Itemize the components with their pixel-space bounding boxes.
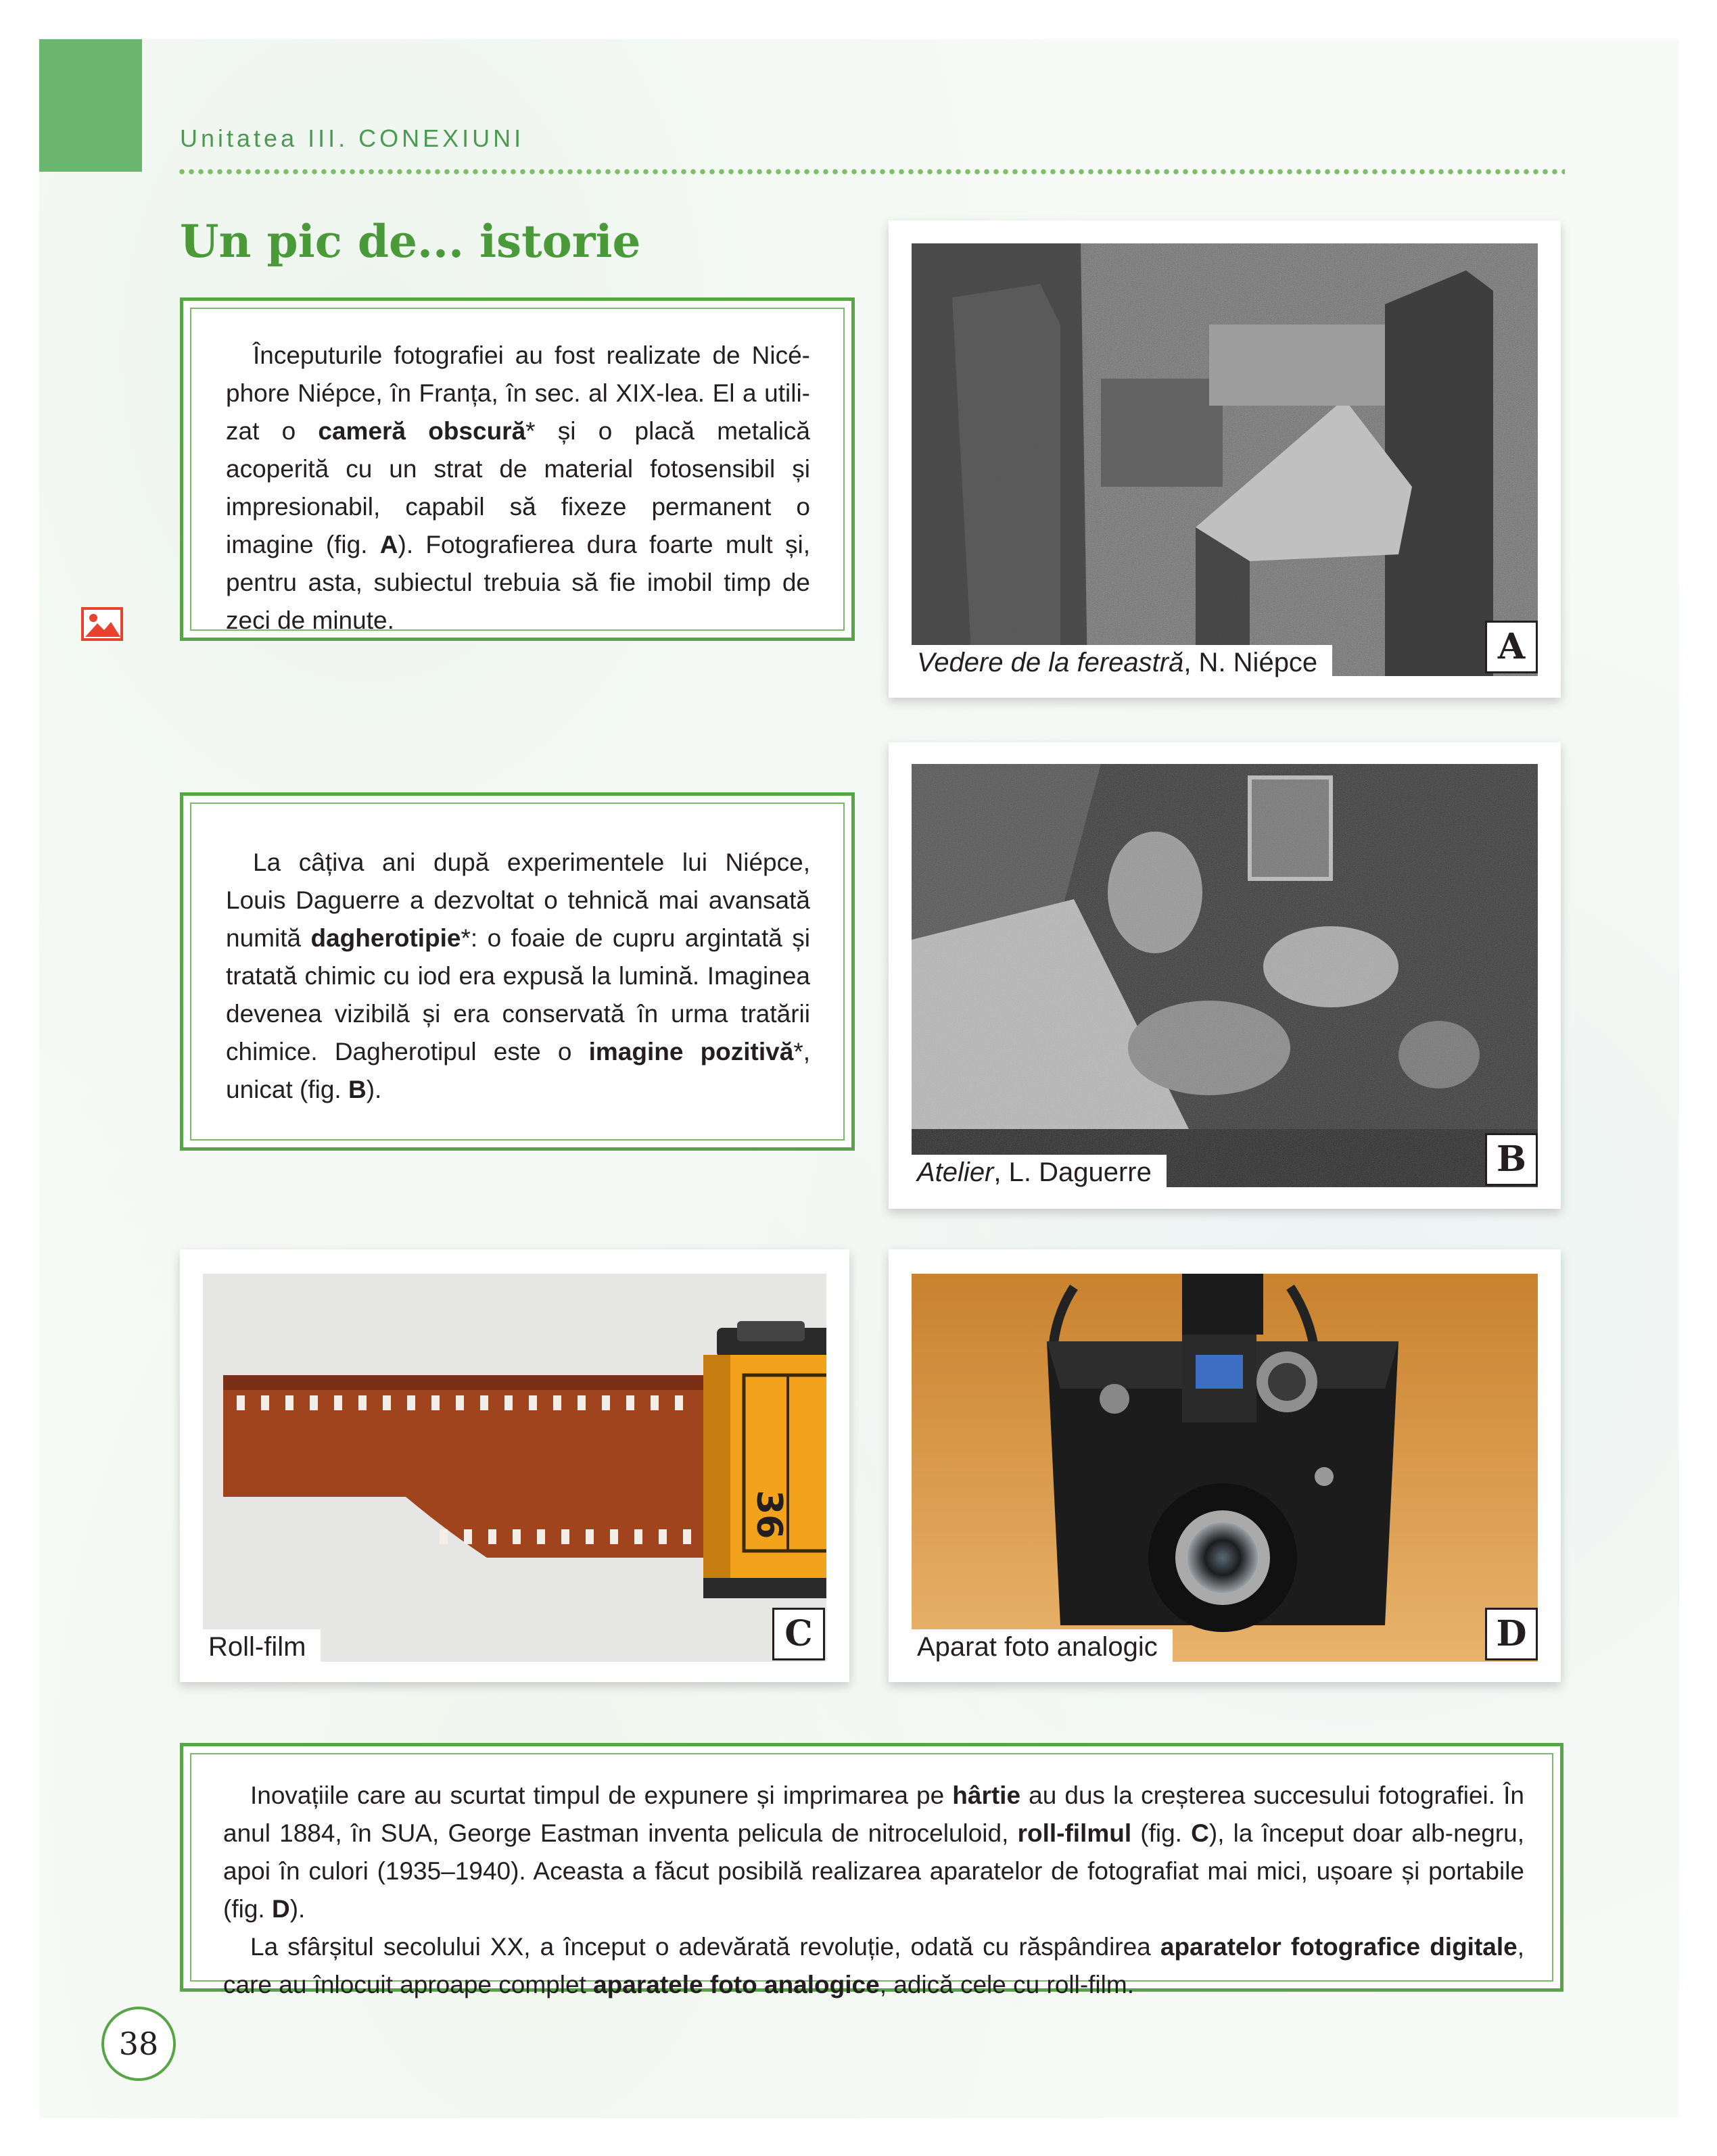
unit-header: Unitatea III. CONEXIUNI [180, 124, 525, 152]
image-icon [81, 607, 123, 641]
figure-a-label: A [1485, 621, 1538, 673]
text-box-3-paragraph-1: Inovațiile care au scurtat timpul de expunere și imprimarea pe hârtie au dus la creșterea succesului fotografiei. În anul 1884, în SUA, George Eastman inventa pelicula de nitroceluloid, roll-filmul (fig. C), la început doar alb-negru, apoi în culori (1935–1940). Aceasta a făcut posibilă realizarea aparatelor de fotografiat mai mici, ușoare și portabile (fig. D). [223, 1781, 1524, 1923]
figure-d-photo [912, 1274, 1538, 1662]
figure-a-caption: Vedere de la fereastră, N. Niépce [912, 645, 1332, 682]
film-number: 36 [749, 1490, 789, 1539]
figure-d-caption: Aparat foto analogic [912, 1629, 1173, 1667]
text-box-1-content: Începuturile fotografiei au fost realizate de Nicéphore Niépce, în Franța, în sec. al XIX-lea. El a utilizat o cameră obscură* și o placă metalică acoperită cu un strat de material fotosensibil și impresionabil, capabil să fixeze permanent o imagine (fig. A). Fotografierea dura foarte mult și, pentru asta, subiectul trebuia să fie imobil timp de zeci de minute. [226, 341, 811, 634]
figure-b-label: B [1485, 1133, 1538, 1186]
page-number: 38 [101, 2007, 176, 2081]
dotted-divider [177, 168, 1565, 176]
figure-d-label: D [1485, 1608, 1538, 1660]
figure-c-label: C [772, 1608, 825, 1660]
unit-tab [39, 39, 142, 172]
analog-camera-photo [912, 1274, 1538, 1662]
figure-c-card [180, 1249, 849, 1682]
niepce-view-photo [912, 243, 1538, 676]
figure-c-photo [203, 1274, 826, 1662]
daguerre-atelier-photo [912, 764, 1538, 1187]
figure-b-photo [912, 764, 1538, 1187]
figure-b-caption: Atelier, L. Daguerre [912, 1155, 1167, 1192]
text-box-3-content [223, 1777, 1524, 2004]
text-box-3-paragraph-2: La sfârșitul secolului XX, a început o adevărată revoluție, odată cu răspândirea aparatelor fotografice digitale, care au înlocuit aproape complet aparatele foto analogice, adică cele cu roll-film. [223, 1933, 1524, 1998]
figure-c-caption: Roll-film [203, 1629, 321, 1667]
text-box-2-content: La câțiva ani după experimentele lui Niépce, Louis Daguerre a dezvoltat o tehnică mai avansată numită dagherotipie*: o foaie de cupru argintată și tratată chimic cu iod era expusă la lumină. Imaginea devenea vizibilă și era conservată în urma tratării chimice. Dagherotipul este o imagine pozitivă*, unicat (fig. B). [226, 848, 810, 1103]
roll-film-photo [203, 1274, 826, 1662]
figure-b-card [889, 742, 1561, 1209]
figure-d-card [889, 1249, 1561, 1682]
figure-a-photo [912, 243, 1538, 676]
figure-a-card [889, 220, 1561, 698]
section-title: Un pic de... istorie [180, 215, 641, 268]
